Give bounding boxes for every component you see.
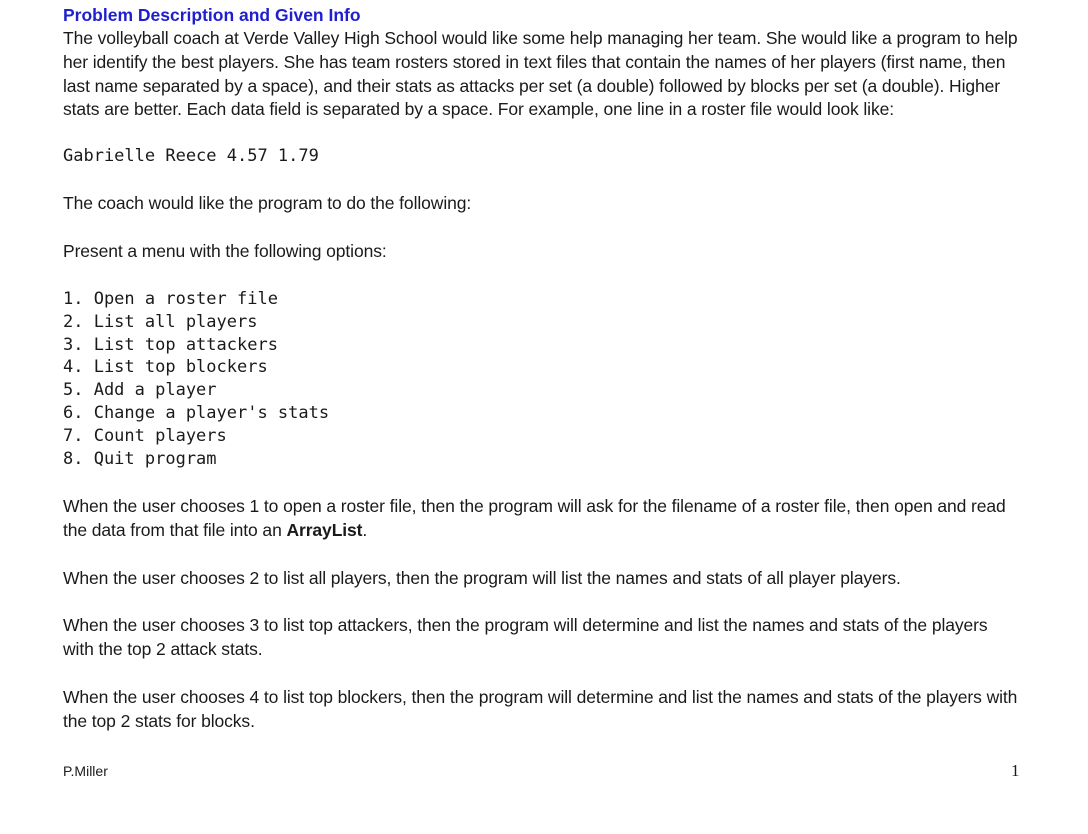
example-roster-line: Gabrielle Reece 4.57 1.79 [63, 146, 319, 167]
choice-1-text: When the user chooses 1 to open a roster file, then the program will ask for the filename of a roster file, then open and read the data from that file into an [63, 495, 1006, 540]
choice-2-paragraph: When the user chooses 2 to list all players, then the program will list the names and stats of all player players. [63, 567, 901, 588]
document-page [63, 4, 1023, 734]
menu-option: 2. List all players [63, 311, 258, 332]
menu-option: 8. Quit program [63, 449, 217, 470]
menu-intro-paragraph: Present a menu with the following options: [63, 240, 387, 261]
menu-option: 3. List top attackers [63, 334, 278, 355]
choice-1-period: . [362, 519, 368, 540]
coach-wants-paragraph: The coach would like the program to do the following: [63, 193, 472, 214]
menu-option: 7. Count players [63, 426, 227, 447]
menu-option: 1. Open a roster file [63, 288, 278, 309]
footer-author: P.Miller [63, 763, 108, 779]
menu-option: 6. Change a player's stats [63, 403, 330, 424]
menu-options-list [63, 288, 1023, 471]
choice-1-paragraph [63, 495, 1023, 543]
arraylist-term: ArrayList [286, 519, 363, 540]
section-heading: Problem Description and Given Info [63, 5, 361, 25]
menu-option: 4. List top blockers [63, 357, 268, 378]
menu-option: 5. Add a player [63, 380, 217, 401]
choice-3-paragraph: When the user chooses 3 to list top attackers, then the program will determine and list the names and stats of the players with the top 2 attack stats. [63, 615, 988, 660]
choice-4-paragraph: When the user chooses 4 to list top blockers, then the program will determine and list the names and stats of the players with the top 2 stats for blocks. [63, 686, 1018, 731]
intro-paragraph: The volleyball coach at Verde Valley High School would like some help managing her team. She would like a program to help her identify the best players. She has team rosters stored in text files that contain the names of her players (first name, then last name separated by a space), and their stats as attacks per set (a double) followed by blocks per set (a double). Higher stats are better. Each data field is separated by a space. For example, one line in a roster file would look like: [63, 28, 1018, 120]
footer-page-number: 1 [1011, 761, 1020, 780]
